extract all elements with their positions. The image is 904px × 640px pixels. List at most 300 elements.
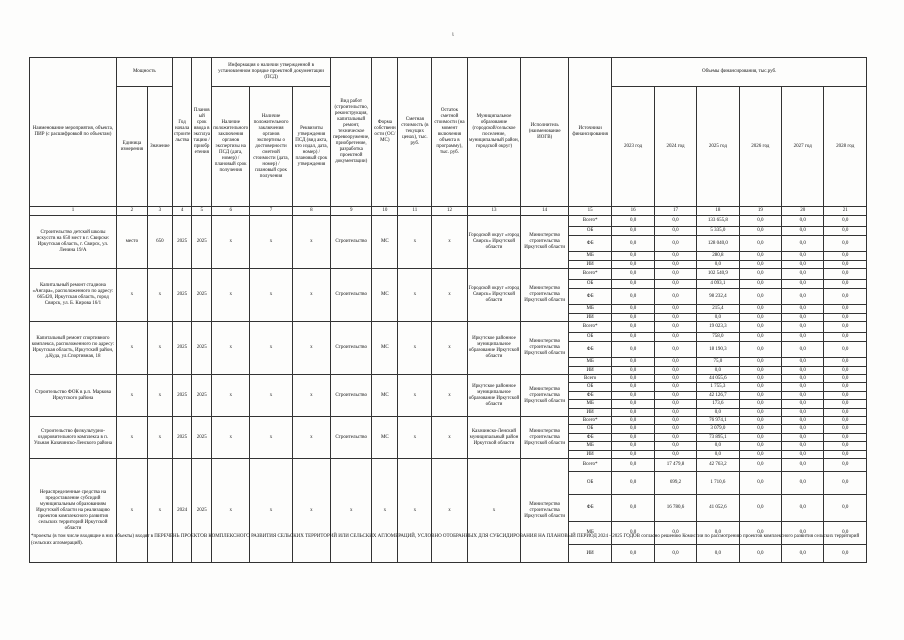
funding-amount: 0,0: [612, 495, 654, 522]
funding-amount: 0,0: [739, 342, 781, 358]
funding-amount: 0,0: [824, 236, 867, 252]
psd-expertise: x: [212, 417, 250, 459]
year-start: 2024: [172, 459, 192, 563]
object-name: Строительство детской школы искусств на 650 мест в г. Свирске: Иркутская область, г. Свирск, ул. Ленина 19/А: [30, 216, 117, 269]
col-header-capacity: Мощность: [116, 58, 172, 87]
psd-expertise: x: [212, 269, 250, 322]
year-start: 2025: [172, 375, 192, 417]
municipality: Иркутское районное муниципальное образование Иркутской области: [467, 375, 521, 417]
financing-table: [29, 57, 867, 563]
funding-amount: 0,0: [824, 545, 867, 563]
funding-amount: 0,0: [697, 545, 739, 563]
capacity-value: x: [147, 375, 172, 417]
funding-amount: 0,0: [654, 522, 696, 545]
object-name: Строительство физкультурно-оздоровительного комплекса в п. Ульнан Казачинско-Ленского района: [30, 417, 117, 459]
funding-amount: 0,0: [739, 227, 781, 236]
funding-amount: 0,0: [612, 522, 654, 545]
funding-amount: 0,0: [612, 392, 654, 400]
funding-amount: 0,0: [654, 358, 696, 367]
col-header-psd-reliability: Наличие положительного заключения органов экспертизы о достоверности сметной стоимости (дата, номер) / плановый срок получения: [250, 87, 292, 207]
funding-amount: 0,0: [824, 495, 867, 522]
estimated-cost: x: [398, 459, 432, 563]
funding-amount: 0,0: [782, 333, 824, 342]
col-number: 10: [372, 207, 398, 216]
capacity-unit: место: [116, 216, 147, 269]
executor: Министерство строительства Иркутской области: [521, 417, 569, 459]
municipality: x: [467, 459, 521, 563]
funding-amount: 0,0: [824, 442, 867, 451]
funding-amount: 0,0: [824, 305, 867, 314]
funding-amount: 0,0: [824, 375, 867, 383]
funding-amount: 0,0: [654, 392, 696, 400]
col-header-year-start: Год начала строительства: [172, 58, 192, 207]
capacity-unit: x: [116, 375, 147, 417]
funding-amount: 0,0: [739, 314, 781, 322]
funding-amount: 0,0: [824, 269, 867, 280]
funding-amount: 0,0: [654, 322, 696, 333]
work-type: Строительство: [331, 216, 372, 269]
funding-amount: 0,0: [612, 434, 654, 442]
funding-source: ИИ: [568, 367, 611, 375]
funding-amount: 3 079,0: [697, 425, 739, 434]
funding-amount: 41 052,6: [697, 495, 739, 522]
funding-amount: 0,0: [654, 289, 696, 305]
funding-amount: 0,0: [654, 545, 696, 563]
funding-amount: 0,0: [654, 375, 696, 383]
funding-source: МБ: [568, 305, 611, 314]
funding-amount: 0,0: [782, 495, 824, 522]
funding-amount: 75,0: [697, 358, 739, 367]
capacity-unit: x: [116, 322, 147, 375]
funding-source: Всего*: [568, 459, 611, 472]
funding-amount: 0,0: [824, 358, 867, 367]
funding-amount: 0,0: [739, 425, 781, 434]
funding-amount: 0,0: [824, 451, 867, 459]
funding-source: ФБ: [568, 236, 611, 252]
object-name: Капитальный ремонт стадиона «Ангара», расположенного по адресу: 665420, Иркутская область, город Свирск, ул. Б. Кирова 16/1: [30, 269, 117, 322]
funding-source: МБ: [568, 522, 611, 545]
funding-amount: 0,0: [612, 236, 654, 252]
object-name: Капитальный ремонт спортивного комплекса, расположенного по адресу: Иркутская область, Иркутский район, д.Куда, ул.Спортивная, 18: [30, 322, 117, 375]
funding-amount: 0,0: [612, 289, 654, 305]
funding-amount: 18 190,3: [697, 342, 739, 358]
psd-reliability: x: [250, 375, 292, 417]
funding-amount: 0,0: [697, 442, 739, 451]
funding-amount: 0,0: [612, 451, 654, 459]
funding-amount: 0,0: [654, 216, 696, 227]
funding-amount: 0,0: [824, 425, 867, 434]
funding-source: ОБ: [568, 472, 611, 495]
funding-amount: 0,0: [739, 409, 781, 417]
funding-amount: 0,0: [824, 472, 867, 495]
funding-amount: 0,0: [612, 305, 654, 314]
footnote: *проекты (в том числе входящие в них объекты) входят в ПЕРЕЧЕНЬ ПРОЕКТОВ КОМПЛЕКСНОГО РАЗВИТИЯ СЕЛЬСКИХ ТЕРРИТОРИЙ ИЛИ СЕЛЬСКИХ АГЛОМЕРАЦИЙ, УСЛОВНО ОТОБРАННЫХ ДЛЯ СУБСИДИРОВАНИЯ НА ПЛАНОВЫЙ ПЕРИОД 2024 - 2025 ГОДОВ согласно решению Комиссии по рассмотрению проектов комплексного развития сельских территорий (сельских агломераций).: [31, 534, 860, 546]
funding-amount: 0,0: [697, 522, 739, 545]
col-number: 15: [568, 207, 611, 216]
col-header-year: 2023 год: [612, 87, 654, 207]
funding-amount: 0,0: [824, 333, 867, 342]
funding-amount: 0,0: [739, 367, 781, 375]
funding-amount: 0,0: [824, 322, 867, 333]
funding-amount: 73 895,1: [697, 434, 739, 442]
col-number: 7: [250, 207, 292, 216]
page-mark: ι: [452, 30, 454, 38]
col-header-year: 2026 год: [739, 87, 781, 207]
funding-amount: 0,0: [612, 400, 654, 409]
funding-amount: 0,0: [654, 409, 696, 417]
funding-amount: 19 023,3: [697, 322, 739, 333]
funding-amount: 0,0: [612, 459, 654, 472]
funding-source: МБ: [568, 442, 611, 451]
work-type: x: [331, 459, 372, 563]
psd-reliability: x: [250, 216, 292, 269]
col-header-unit: Единица измерения: [116, 87, 147, 207]
funding-amount: 0,0: [697, 451, 739, 459]
capacity-value: x: [147, 417, 172, 459]
col-header-year: 2027 год: [782, 87, 824, 207]
estimated-cost: x: [398, 216, 432, 269]
funding-amount: 0,0: [654, 442, 696, 451]
funding-source: ФБ: [568, 289, 611, 305]
executor: Министерство строительства Иркутской области: [521, 459, 569, 563]
funding-amount: 0,0: [612, 314, 654, 322]
funding-amount: 5 335,0: [697, 227, 739, 236]
funding-amount: 17 479,8: [654, 459, 696, 472]
funding-amount: 42 763,2: [697, 459, 739, 472]
funding-amount: 0,0: [612, 409, 654, 417]
col-number: 1: [30, 207, 117, 216]
funding-amount: 0,0: [782, 392, 824, 400]
capacity-unit: x: [116, 269, 147, 322]
funding-amount: 0,0: [782, 236, 824, 252]
funding-amount: 0,0: [739, 333, 781, 342]
capacity-unit: x: [116, 417, 147, 459]
funding-amount: 0,0: [739, 451, 781, 459]
funding-amount: 0,0: [739, 400, 781, 409]
funding-amount: 0,0: [654, 383, 696, 392]
funding-amount: 0,0: [782, 289, 824, 305]
col-header-year: 2025 год: [697, 87, 739, 207]
funding-amount: 0,0: [782, 425, 824, 434]
col-header-psd-info: Информация о наличии утвержденной в установленном порядке проектной документации (ПСД): [212, 58, 331, 87]
funding-amount: 128 040,0: [697, 236, 739, 252]
municipality: Городской округ «город Свирск» Иркутской области: [467, 269, 521, 322]
col-header-psd-expertise: Наличие положительного заключения органов экспертизы на ПСД (дата, номер) / плановый срок получения: [212, 87, 250, 207]
psd-expertise: x: [212, 459, 250, 563]
year-commission: 2025: [192, 459, 212, 563]
remaining-cost: x: [432, 216, 467, 269]
funding-amount: 0,0: [654, 417, 696, 425]
estimated-cost: x: [398, 375, 432, 417]
ownership: МС: [372, 375, 398, 417]
funding-amount: 0,0: [824, 280, 867, 289]
funding-amount: 0,0: [739, 236, 781, 252]
funding-amount: 0,0: [612, 333, 654, 342]
table-row: [30, 459, 867, 472]
col-number: 11: [398, 207, 432, 216]
estimated-cost: x: [398, 417, 432, 459]
year-start: 2025: [172, 322, 192, 375]
funding-source: ОБ: [568, 280, 611, 289]
ownership: МС: [372, 269, 398, 322]
col-header-year-commission: Плановый срок ввода в эксплуатацию / приобретения: [192, 58, 212, 207]
funding-amount: 699,2: [654, 472, 696, 495]
funding-amount: 0,0: [782, 375, 824, 383]
funding-amount: 0,0: [654, 261, 696, 269]
funding-amount: 0,0: [612, 269, 654, 280]
funding-amount: 0,0: [824, 417, 867, 425]
col-number: 8: [292, 207, 330, 216]
funding-amount: 0,0: [824, 392, 867, 400]
year-commission: 2025: [192, 417, 212, 459]
funding-amount: 0,0: [824, 216, 867, 227]
capacity-value: x: [147, 459, 172, 563]
funding-amount: 0,0: [612, 425, 654, 434]
col-number: 19: [739, 207, 781, 216]
work-type: Строительство: [331, 322, 372, 375]
psd-reliability: x: [250, 459, 292, 563]
col-header-name: Наименование мероприятия, объекта, ПИР (с расшифровкой по объектам): [30, 58, 117, 207]
municipality: Казачинско-Ленский муниципальный район Иркутской области: [467, 417, 521, 459]
funding-amount: 1 710,6: [697, 472, 739, 495]
funding-amount: 0,0: [612, 472, 654, 495]
funding-source: Всего*: [568, 269, 611, 280]
capacity-value: x: [147, 322, 172, 375]
funding-amount: 0,0: [782, 522, 824, 545]
funding-source: ОБ: [568, 383, 611, 392]
remaining-cost: x: [432, 269, 467, 322]
funding-source: ФБ: [568, 495, 611, 522]
executor: Министерство строительства Иркутской области: [521, 375, 569, 417]
capacity-value: x: [147, 269, 172, 322]
col-header-value: Значение: [147, 87, 172, 207]
funding-amount: 0,0: [654, 451, 696, 459]
table-row: [30, 322, 867, 333]
psd-reliability: x: [250, 322, 292, 375]
estimated-cost: x: [398, 322, 432, 375]
funding-source: Всего*: [568, 216, 611, 227]
funding-amount: 0,0: [697, 261, 739, 269]
funding-amount: 0,0: [739, 522, 781, 545]
funding-amount: 0,0: [739, 434, 781, 442]
col-header-ownership: Форма собственности (ОС/МС): [372, 58, 398, 207]
funding-amount: 0,0: [824, 409, 867, 417]
funding-amount: 0,0: [739, 216, 781, 227]
funding-amount: 0,0: [739, 392, 781, 400]
table-row: [30, 375, 867, 383]
funding-amount: 0,0: [824, 522, 867, 545]
work-type: Строительство: [331, 269, 372, 322]
table-row: [30, 269, 867, 280]
funding-amount: 0,0: [824, 227, 867, 236]
col-header-remaining-cost: Остаток сметной стоимости (на момент включения объекта в программу), тыс. руб.: [432, 58, 467, 207]
psd-approval: x: [292, 375, 330, 417]
funding-amount: 0,0: [782, 216, 824, 227]
funding-amount: 0,0: [782, 400, 824, 409]
funding-source: Всего: [568, 375, 611, 383]
funding-amount: 0,0: [612, 545, 654, 563]
funding-amount: 0,0: [739, 322, 781, 333]
col-number: 12: [432, 207, 467, 216]
ownership: x: [372, 459, 398, 563]
col-number: 14: [521, 207, 569, 216]
estimated-cost: x: [398, 269, 432, 322]
funding-amount: 0,0: [782, 261, 824, 269]
funding-amount: 0,0: [782, 417, 824, 425]
col-header-year: 2024 год: [654, 87, 696, 207]
remaining-cost: x: [432, 417, 467, 459]
funding-amount: 0,0: [654, 236, 696, 252]
remaining-cost: x: [432, 459, 467, 563]
funding-amount: 0,0: [824, 383, 867, 392]
psd-reliability: x: [250, 269, 292, 322]
funding-source: МБ: [568, 358, 611, 367]
funding-source: ИИ: [568, 261, 611, 269]
work-type: Строительство: [331, 375, 372, 417]
funding-source: Всего*: [568, 417, 611, 425]
funding-amount: 0,0: [824, 252, 867, 261]
funding-amount: 0,0: [824, 459, 867, 472]
funding-amount: 0,0: [782, 545, 824, 563]
funding-amount: 0,0: [612, 252, 654, 261]
funding-amount: 0,0: [612, 322, 654, 333]
funding-amount: 0,0: [697, 367, 739, 375]
table-row: [30, 417, 867, 425]
funding-source: ИИ: [568, 409, 611, 417]
col-number: 20: [782, 207, 824, 216]
funding-amount: 0,0: [739, 261, 781, 269]
year-commission: 2025: [192, 322, 212, 375]
col-number: 18: [697, 207, 739, 216]
funding-amount: 42 126,7: [697, 392, 739, 400]
funding-amount: 0,0: [612, 442, 654, 451]
funding-amount: 0,0: [612, 227, 654, 236]
col-number: 16: [612, 207, 654, 216]
funding-amount: 0,0: [782, 383, 824, 392]
funding-amount: 98 232,4: [697, 289, 739, 305]
funding-amount: 0,0: [782, 269, 824, 280]
funding-amount: 0,0: [654, 425, 696, 434]
funding-amount: 0,0: [824, 367, 867, 375]
funding-source: Всего*: [568, 322, 611, 333]
funding-amount: 0,0: [697, 409, 739, 417]
funding-amount: 0,0: [782, 367, 824, 375]
funding-amount: 0,0: [739, 252, 781, 261]
year-start: 2025: [172, 417, 192, 459]
col-header-estimated-cost: Сметная стоимость (в текущих ценах), тыс. руб.: [398, 58, 432, 207]
funding-amount: 0,0: [739, 358, 781, 367]
funding-amount: 0,0: [612, 417, 654, 425]
col-number: 17: [654, 207, 696, 216]
funding-amount: 0,0: [654, 314, 696, 322]
executor: Министерство строительства Иркутской области: [521, 216, 569, 269]
table-row: [30, 216, 867, 227]
funding-amount: 0,0: [739, 289, 781, 305]
funding-amount: 0,0: [654, 252, 696, 261]
col-header-executor: Исполнитель (наименование ИОГВ): [521, 58, 569, 207]
capacity-value: 650: [147, 216, 172, 269]
funding-source: ФБ: [568, 342, 611, 358]
funding-amount: 0,0: [782, 409, 824, 417]
funding-source: ИИ: [568, 545, 611, 563]
year-start: 2025: [172, 269, 192, 322]
funding-amount: 16 780,6: [654, 495, 696, 522]
funding-amount: 0,0: [697, 314, 739, 322]
funding-amount: 0,0: [782, 280, 824, 289]
psd-approval: x: [292, 269, 330, 322]
funding-amount: 0,0: [782, 252, 824, 261]
funding-amount: 0,0: [612, 375, 654, 383]
funding-amount: 0,0: [782, 459, 824, 472]
funding-amount: 0,0: [782, 322, 824, 333]
col-header-municipality: Муниципальное образование (городской/сельское поселение, муниципальный район, городской округ): [467, 58, 521, 207]
funding-amount: 76 974,1: [697, 417, 739, 425]
funding-amount: 0,0: [782, 472, 824, 495]
funding-amount: 0,0: [739, 459, 781, 472]
funding-amount: 0,0: [612, 261, 654, 269]
funding-amount: 215,4: [697, 305, 739, 314]
funding-amount: 4 093,1: [697, 280, 739, 289]
funding-amount: 0,0: [654, 227, 696, 236]
funding-amount: 0,0: [612, 342, 654, 358]
funding-source: МБ: [568, 252, 611, 261]
funding-amount: 0,0: [654, 269, 696, 280]
funding-amount: 0,0: [654, 434, 696, 442]
year-start: 2025: [172, 216, 192, 269]
funding-amount: 0,0: [654, 305, 696, 314]
psd-approval: x: [292, 322, 330, 375]
funding-source: ОБ: [568, 333, 611, 342]
remaining-cost: x: [432, 375, 467, 417]
funding-amount: 0,0: [612, 367, 654, 375]
funding-source: ОБ: [568, 425, 611, 434]
funding-amount: 0,0: [654, 333, 696, 342]
funding-amount: 0,0: [739, 545, 781, 563]
funding-amount: 0,0: [654, 400, 696, 409]
col-number: 6: [212, 207, 250, 216]
ownership: МС: [372, 322, 398, 375]
funding-amount: 0,0: [654, 367, 696, 375]
funding-amount: 0,0: [782, 451, 824, 459]
municipality: Иркутское районное муниципальное образование Иркутской области: [467, 322, 521, 375]
psd-approval: x: [292, 216, 330, 269]
funding-amount: 0,0: [782, 227, 824, 236]
funding-amount: 0,0: [739, 280, 781, 289]
psd-reliability: x: [250, 417, 292, 459]
remaining-cost: x: [432, 322, 467, 375]
funding-source: ФБ: [568, 392, 611, 400]
col-number: 2: [116, 207, 147, 216]
funding-amount: 0,0: [782, 314, 824, 322]
psd-expertise: x: [212, 375, 250, 417]
col-header-psd-approval: Реквизиты утверждения ПСД (вид акта, кто издал, дата, номер) / плановый срок утверждения: [292, 87, 330, 207]
funding-amount: 102 540,9: [697, 269, 739, 280]
col-header-sources: Источники финансирования: [568, 58, 611, 207]
funding-amount: 280,8: [697, 252, 739, 261]
col-header-year: 2028 год: [824, 87, 867, 207]
funding-amount: 0,0: [824, 434, 867, 442]
funding-amount: 0,0: [739, 417, 781, 425]
funding-amount: 0,0: [739, 495, 781, 522]
funding-source: МБ: [568, 400, 611, 409]
col-number: 5: [192, 207, 212, 216]
psd-approval: x: [292, 459, 330, 563]
funding-amount: 133 655,8: [697, 216, 739, 227]
funding-amount: 0,0: [782, 358, 824, 367]
col-header-financing: Объемы финансирования, тыс.руб.: [612, 58, 867, 87]
year-commission: 2025: [192, 269, 212, 322]
year-commission: 2025: [192, 216, 212, 269]
